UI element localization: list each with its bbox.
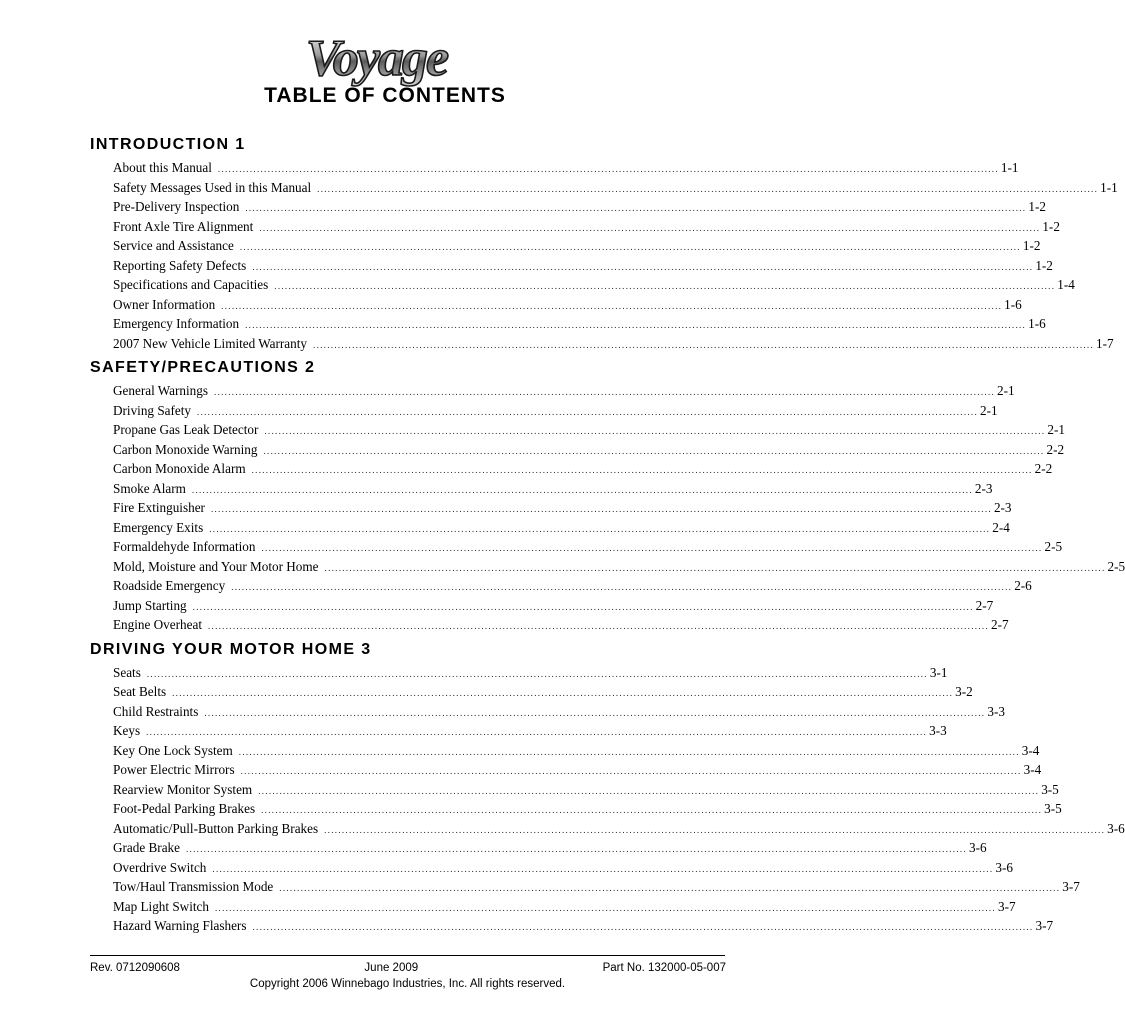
entry-page-number: 2-6 <box>1014 578 1032 593</box>
entry-title: Specifications and Capacities <box>113 277 269 292</box>
toc-entry <box>113 256 1053 276</box>
voyage-logo-graphic <box>300 28 525 86</box>
entry-title: Overdrive Switch <box>113 859 207 875</box>
toc-entry <box>113 760 1042 780</box>
entry-page-number: 3-2 <box>955 684 973 699</box>
entry-title: Engine Overheat <box>113 617 202 632</box>
entry-page-number: 2-4 <box>992 519 1010 535</box>
toc-entry <box>113 440 1065 460</box>
toc-entry <box>113 741 1040 761</box>
dot-leader: ............................................................................................................................................................................................................................ <box>264 426 1046 436</box>
entry-page-number: 2-1 <box>997 383 1015 398</box>
page-title: TABLE OF CONTENTS <box>264 84 506 107</box>
part-number: Part No. 132000-05-007 <box>602 962 726 974</box>
toc-entry <box>113 217 1060 237</box>
entry-page-number: 3-7 <box>997 898 1016 914</box>
entry-title: Foot-Pedal Parking Brakes <box>113 801 256 816</box>
entry-title: Key One Lock System <box>113 742 233 758</box>
toc-entry <box>113 314 1046 334</box>
entry-page-number: 2-2 <box>1034 461 1053 476</box>
dot-leader: ............................................................................................................................................................................................................................ <box>251 465 1033 475</box>
dot-leader: ............................................................................................................................................................................................................................ <box>238 746 1020 757</box>
toc-entry <box>113 838 987 858</box>
entry-page-number: 3-3 <box>929 723 947 738</box>
toc-entry <box>113 334 1114 354</box>
entry-page-number: 1-2 <box>1042 218 1060 234</box>
entry-title: Carbon Monoxide Warning <box>113 441 258 457</box>
entry-page-number: 2-3 <box>974 480 993 496</box>
entry-title: Keys <box>113 723 141 738</box>
entry-page-number: 3-3 <box>987 703 1005 719</box>
toc-entry <box>113 877 1080 897</box>
entry-page-number: 1-1 <box>1100 179 1118 195</box>
entry-title: Hazard Warning Flashers <box>113 918 247 933</box>
entry-page-number: 2-1 <box>980 402 998 418</box>
dot-leader: ............................................................................................................................................................................................................................ <box>210 504 992 514</box>
toc-entry <box>113 178 1118 198</box>
entry-title: Safety Messages Used in this Manual <box>113 179 312 195</box>
entry-page-number: 1-6 <box>1028 316 1046 331</box>
toc-entry <box>113 916 1054 936</box>
svg-text:Voyage: Voyage <box>306 30 448 87</box>
footer-divider <box>90 955 725 956</box>
dot-leader: ............................................................................................................................................................................................................................ <box>252 922 1034 932</box>
entry-title: Seats <box>113 664 141 680</box>
entry-page-number: 1-2 <box>1035 257 1053 273</box>
toc-entry <box>113 537 1063 557</box>
dot-leader: ............................................................................................................................................................................................................................ <box>313 339 1095 350</box>
entry-title: Driving Safety <box>113 402 192 418</box>
section-entries <box>0 381 1125 635</box>
section-entries <box>0 663 1125 936</box>
entry-title: Fire Extinguisher <box>113 500 205 515</box>
dot-leader: ............................................................................................................................................................................................................................ <box>324 562 1106 573</box>
entry-title: Service and Assistance <box>113 238 234 253</box>
section-heading: DRIVING YOUR MOTOR HOME 3 <box>90 640 372 658</box>
entry-page-number: 3-4 <box>1023 762 1042 777</box>
entry-title: Propane Gas Leak Detector <box>113 422 259 437</box>
toc-entry <box>113 197 1046 217</box>
dot-leader: ............................................................................................................................................................................................................................ <box>172 688 954 698</box>
entry-page-number: 2-2 <box>1046 441 1065 457</box>
footer <box>90 962 726 974</box>
entry-page-number: 2-3 <box>993 500 1012 515</box>
section-heading: INTRODUCTION 1 <box>90 136 246 153</box>
dot-leader: ............................................................................................................................................................................................................................ <box>221 300 1003 311</box>
entry-page-number: 3-5 <box>1041 781 1059 797</box>
toc-entry <box>113 459 1053 479</box>
dot-leader: ............................................................................................................................................................................................................................ <box>231 582 1013 592</box>
entry-title: Reporting Safety Defects <box>113 257 247 273</box>
table-of-contents <box>0 132 1125 938</box>
entry-page-number: 1-1 <box>1000 160 1019 175</box>
section-entries <box>0 158 1118 353</box>
dot-leader: ............................................................................................................................................................................................................................ <box>212 863 994 874</box>
entry-page-number: 2-7 <box>990 617 1009 632</box>
dot-leader: ............................................................................................................................................................................................................................ <box>259 222 1041 233</box>
dot-leader: ............................................................................................................................................................................................................................ <box>252 261 1034 272</box>
entry-page-number: 3-5 <box>1044 801 1062 816</box>
section-heading: SAFETY/PRECAUTIONS 2 <box>90 359 316 376</box>
entry-page-number: 2-5 <box>1044 539 1063 554</box>
toc-entry <box>113 682 973 702</box>
dot-leader: ............................................................................................................................................................................................................................ <box>258 785 1040 796</box>
dot-leader: ............................................................................................................................................................................................................................ <box>239 242 1021 252</box>
entry-title: Emergency Exits <box>113 519 204 535</box>
toc-entry <box>113 275 1075 295</box>
toc-entry <box>113 479 993 499</box>
dot-leader: ............................................................................................................................................................................................................................ <box>207 621 989 631</box>
entry-title: Pre-Delivery Inspection <box>113 199 240 214</box>
dot-leader: ............................................................................................................................................................................................................................ <box>186 844 967 854</box>
toc-entry <box>113 799 1062 819</box>
entry-page-number: 3-7 <box>1062 879 1080 894</box>
dot-leader: ............................................................................................................................................................................................................................ <box>263 445 1045 456</box>
entry-page-number: 3-6 <box>1107 820 1125 836</box>
dot-leader: ............................................................................................................................................................................................................................ <box>324 824 1106 835</box>
entry-page-number: 3-4 <box>1021 742 1040 758</box>
copyright-notice: Copyright 2006 Winnebago Industries, Inc. All rights reserved. <box>249 978 566 990</box>
entry-page-number: 1-2 <box>1022 238 1041 253</box>
dot-leader: ............................................................................................................................................................................................................................ <box>146 668 928 679</box>
entry-page-number: 1-7 <box>1096 335 1114 351</box>
dot-leader: ............................................................................................................................................................................................................................ <box>245 203 1027 213</box>
entry-title: Emergency Information <box>113 316 240 331</box>
dot-leader: ............................................................................................................................................................................................................................ <box>209 523 991 534</box>
entry-page-number: 3-6 <box>995 859 1013 875</box>
entry-title: Seat Belts <box>113 684 167 699</box>
entry-page-number: 3-7 <box>1035 918 1054 933</box>
entry-page-number: 3-1 <box>929 664 948 680</box>
entry-title: Front Axle Tire Alignment <box>113 218 254 234</box>
dot-leader: ............................................................................................................................................................................................................................ <box>197 406 979 417</box>
toc-entry <box>113 721 947 741</box>
entry-page-number: 1-4 <box>1057 277 1075 292</box>
dot-leader: ............................................................................................................................................................................................................................ <box>245 320 1027 330</box>
toc-entry <box>113 858 1013 878</box>
toc-entry <box>113 702 1005 722</box>
dot-leader: ............................................................................................................................................................................................................................ <box>214 387 996 397</box>
dot-leader: ............................................................................................................................................................................................................................ <box>279 883 1061 893</box>
toc-entry <box>113 401 998 421</box>
dot-leader: ............................................................................................................................................................................................................................ <box>204 707 986 718</box>
entry-title: Power Electric Mirrors <box>113 762 235 777</box>
entry-title: Mold, Moisture and Your Motor Home <box>113 558 319 574</box>
entry-title: General Warnings <box>113 383 209 398</box>
entry-title: Roadside Emergency <box>113 578 226 593</box>
toc-entry <box>113 557 1125 577</box>
dot-leader: ............................................................................................................................................................................................................................ <box>217 164 999 174</box>
entry-page-number: 2-7 <box>975 597 994 613</box>
toc-entry <box>113 158 1019 178</box>
entry-page-number: 1-2 <box>1028 199 1046 214</box>
entry-page-number: 1-6 <box>1004 296 1022 312</box>
toc-entry <box>113 518 1010 538</box>
toc-entry <box>113 381 1015 401</box>
entry-page-number: 2-5 <box>1107 558 1125 574</box>
entry-title: Child Restraints <box>113 703 199 719</box>
entry-title: Carbon Monoxide Alarm <box>113 461 246 476</box>
toc-entry <box>113 420 1065 440</box>
dot-leader: ............................................................................................................................................................................................................................ <box>240 766 1022 776</box>
dot-leader: ............................................................................................................................................................................................................................ <box>261 543 1043 553</box>
dot-leader: ............................................................................................................................................................................................................................ <box>192 601 974 612</box>
entry-title: About this Manual <box>113 160 212 175</box>
toc-entry <box>113 897 1016 917</box>
voyage-logo <box>300 28 525 86</box>
toc-entry <box>113 819 1125 839</box>
entry-title: Automatic/Pull-Button Parking Brakes <box>113 820 319 836</box>
toc-entry <box>113 780 1059 800</box>
toc-entry <box>113 663 948 683</box>
entry-title: 2007 New Vehicle Limited Warranty <box>113 335 308 351</box>
entry-title: Rearview Monitor System <box>113 781 253 797</box>
dot-leader: ............................................................................................................................................................................................................................ <box>214 902 996 913</box>
dot-leader: ............................................................................................................................................................................................................................ <box>317 183 1099 194</box>
dot-leader: ............................................................................................................................................................................................................................ <box>191 484 973 495</box>
entry-title: Jump Starting <box>113 597 187 613</box>
toc-entry <box>113 615 1009 635</box>
entry-title: Grade Brake <box>113 840 180 855</box>
revision-number: Rev. 0712090608 <box>90 962 180 974</box>
entry-title: Smoke Alarm <box>113 480 186 496</box>
entry-page-number: 3-6 <box>969 840 987 855</box>
dot-leader: ............................................................................................................................................................................................................................ <box>146 727 928 737</box>
dot-leader: ............................................................................................................................................................................................................................ <box>274 281 1056 291</box>
toc-entry <box>113 236 1041 256</box>
toc-entry <box>113 498 1012 518</box>
toc-entry <box>113 576 1032 596</box>
toc-entry <box>113 295 1022 315</box>
publication-date: June 2009 <box>364 962 419 974</box>
entry-title: Formaldehyde Information <box>113 539 256 554</box>
toc-entry <box>113 596 994 616</box>
entry-title: Map Light Switch <box>113 898 209 914</box>
entry-title: Owner Information <box>113 296 216 312</box>
entry-title: Tow/Haul Transmission Mode <box>113 879 274 894</box>
entry-page-number: 2-1 <box>1047 422 1065 437</box>
dot-leader: ............................................................................................................................................................................................................................ <box>261 805 1043 815</box>
